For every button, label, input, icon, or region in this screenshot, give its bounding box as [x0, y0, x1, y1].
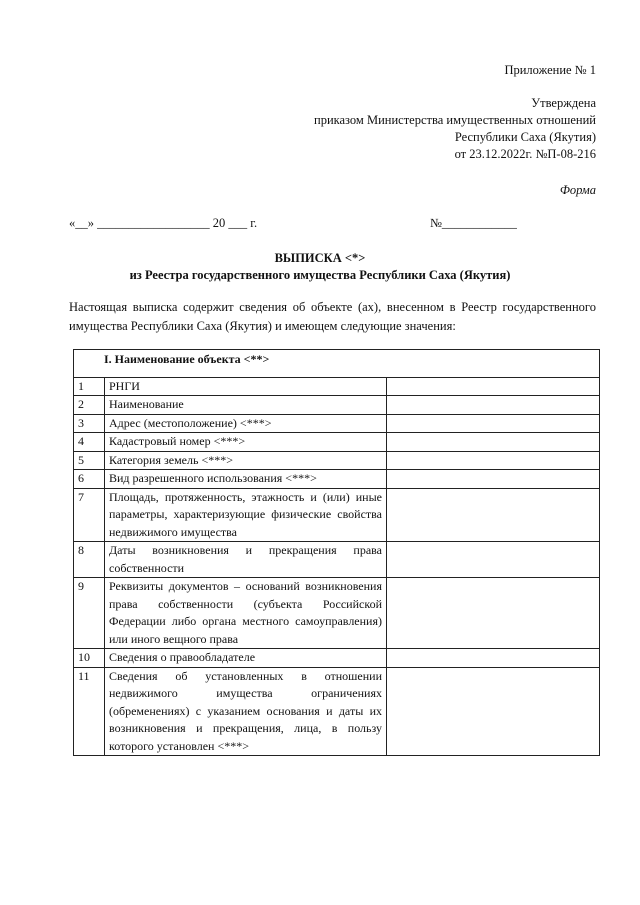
row-number: 5: [74, 451, 105, 470]
table-row: [74, 377, 600, 396]
document-subtitle: из Реестра государственного имущества Республики Саха (Якутия): [129, 268, 511, 282]
order-line: приказом Министерства имущественных отношений: [314, 113, 596, 127]
date-field: [69, 216, 257, 231]
document-number-field: №____________: [430, 216, 517, 230]
row-number: 9: [74, 578, 105, 649]
row-number: 7: [74, 488, 105, 542]
date-year: 20 ___ г.: [212, 216, 258, 230]
row-number: 4: [74, 433, 105, 452]
intro-paragraph: Настоящая выписка содержит сведения об объекте (ах), внесенном в Реестр государственного имущества Республики Саха (Якутия) и имеющем следующие значения:: [69, 300, 596, 333]
row-value: [387, 451, 600, 470]
table-row: [74, 433, 600, 452]
row-label: Вид разрешенного использования <***>: [105, 470, 387, 489]
row-value: [387, 488, 600, 542]
table-row: [74, 396, 600, 415]
document-title: ВЫПИСКА <*>: [274, 251, 366, 265]
approved-label: Утверждена: [531, 96, 596, 110]
table-row: [74, 470, 600, 489]
object-info-table: [73, 349, 600, 756]
row-label: Площадь, протяженность, этажность и (или) иные параметры, характеризующие физические свойства недвижимого имущества: [105, 488, 387, 542]
row-value: [387, 649, 600, 668]
row-value: [387, 377, 600, 396]
row-label: Реквизиты документов – оснований возникновения права собственности (субъекта Российской Федерации либо органа местного самоуправления) или иного вещного права: [105, 578, 387, 649]
row-number: 10: [74, 649, 105, 668]
row-value: [387, 667, 600, 756]
row-value: [387, 396, 600, 415]
row-value: [387, 542, 600, 578]
table-row: [74, 488, 600, 542]
table-row: [74, 451, 600, 470]
table-row: [74, 542, 600, 578]
row-number: 1: [74, 377, 105, 396]
row-number: 3: [74, 414, 105, 433]
table-row: [74, 667, 600, 756]
row-label: Категория земель <***>: [105, 451, 387, 470]
approval-block: [314, 95, 596, 163]
row-value: [387, 470, 600, 489]
section-header-row: [74, 350, 600, 378]
form-label: Форма: [559, 183, 596, 197]
table-row: [74, 578, 600, 649]
row-value: [387, 433, 600, 452]
section-title: I. Наименование объекта <**>: [74, 350, 600, 378]
row-label: РНГИ: [105, 377, 387, 396]
order-date-line: от 23.12.2022г. №П-08-216: [454, 147, 596, 161]
row-label: Наименование: [105, 396, 387, 415]
row-number: 6: [74, 470, 105, 489]
republic-line: Республики Саха (Якутия): [454, 130, 596, 144]
row-label: Адрес (местоположение) <***>: [105, 414, 387, 433]
row-label: Сведения об установленных в отношении недвижимого имущества ограничениях (обременениях) с указанием основания и даты их возникновения и прекращения, лица, в пользу которого установлен <***>: [105, 667, 387, 756]
row-label: Сведения о правообладателе: [105, 649, 387, 668]
table-row: [74, 649, 600, 668]
row-label: Кадастровый номер <***>: [105, 433, 387, 452]
date-day: «__»: [69, 216, 94, 230]
date-month: __________________: [97, 216, 210, 230]
row-number: 8: [74, 542, 105, 578]
appendix-label: Приложение № 1: [504, 63, 596, 77]
row-number: 11: [74, 667, 105, 756]
row-value: [387, 578, 600, 649]
row-number: 2: [74, 396, 105, 415]
table-row: [74, 414, 600, 433]
row-label: Даты возникновения и прекращения права собственности: [105, 542, 387, 578]
row-value: [387, 414, 600, 433]
